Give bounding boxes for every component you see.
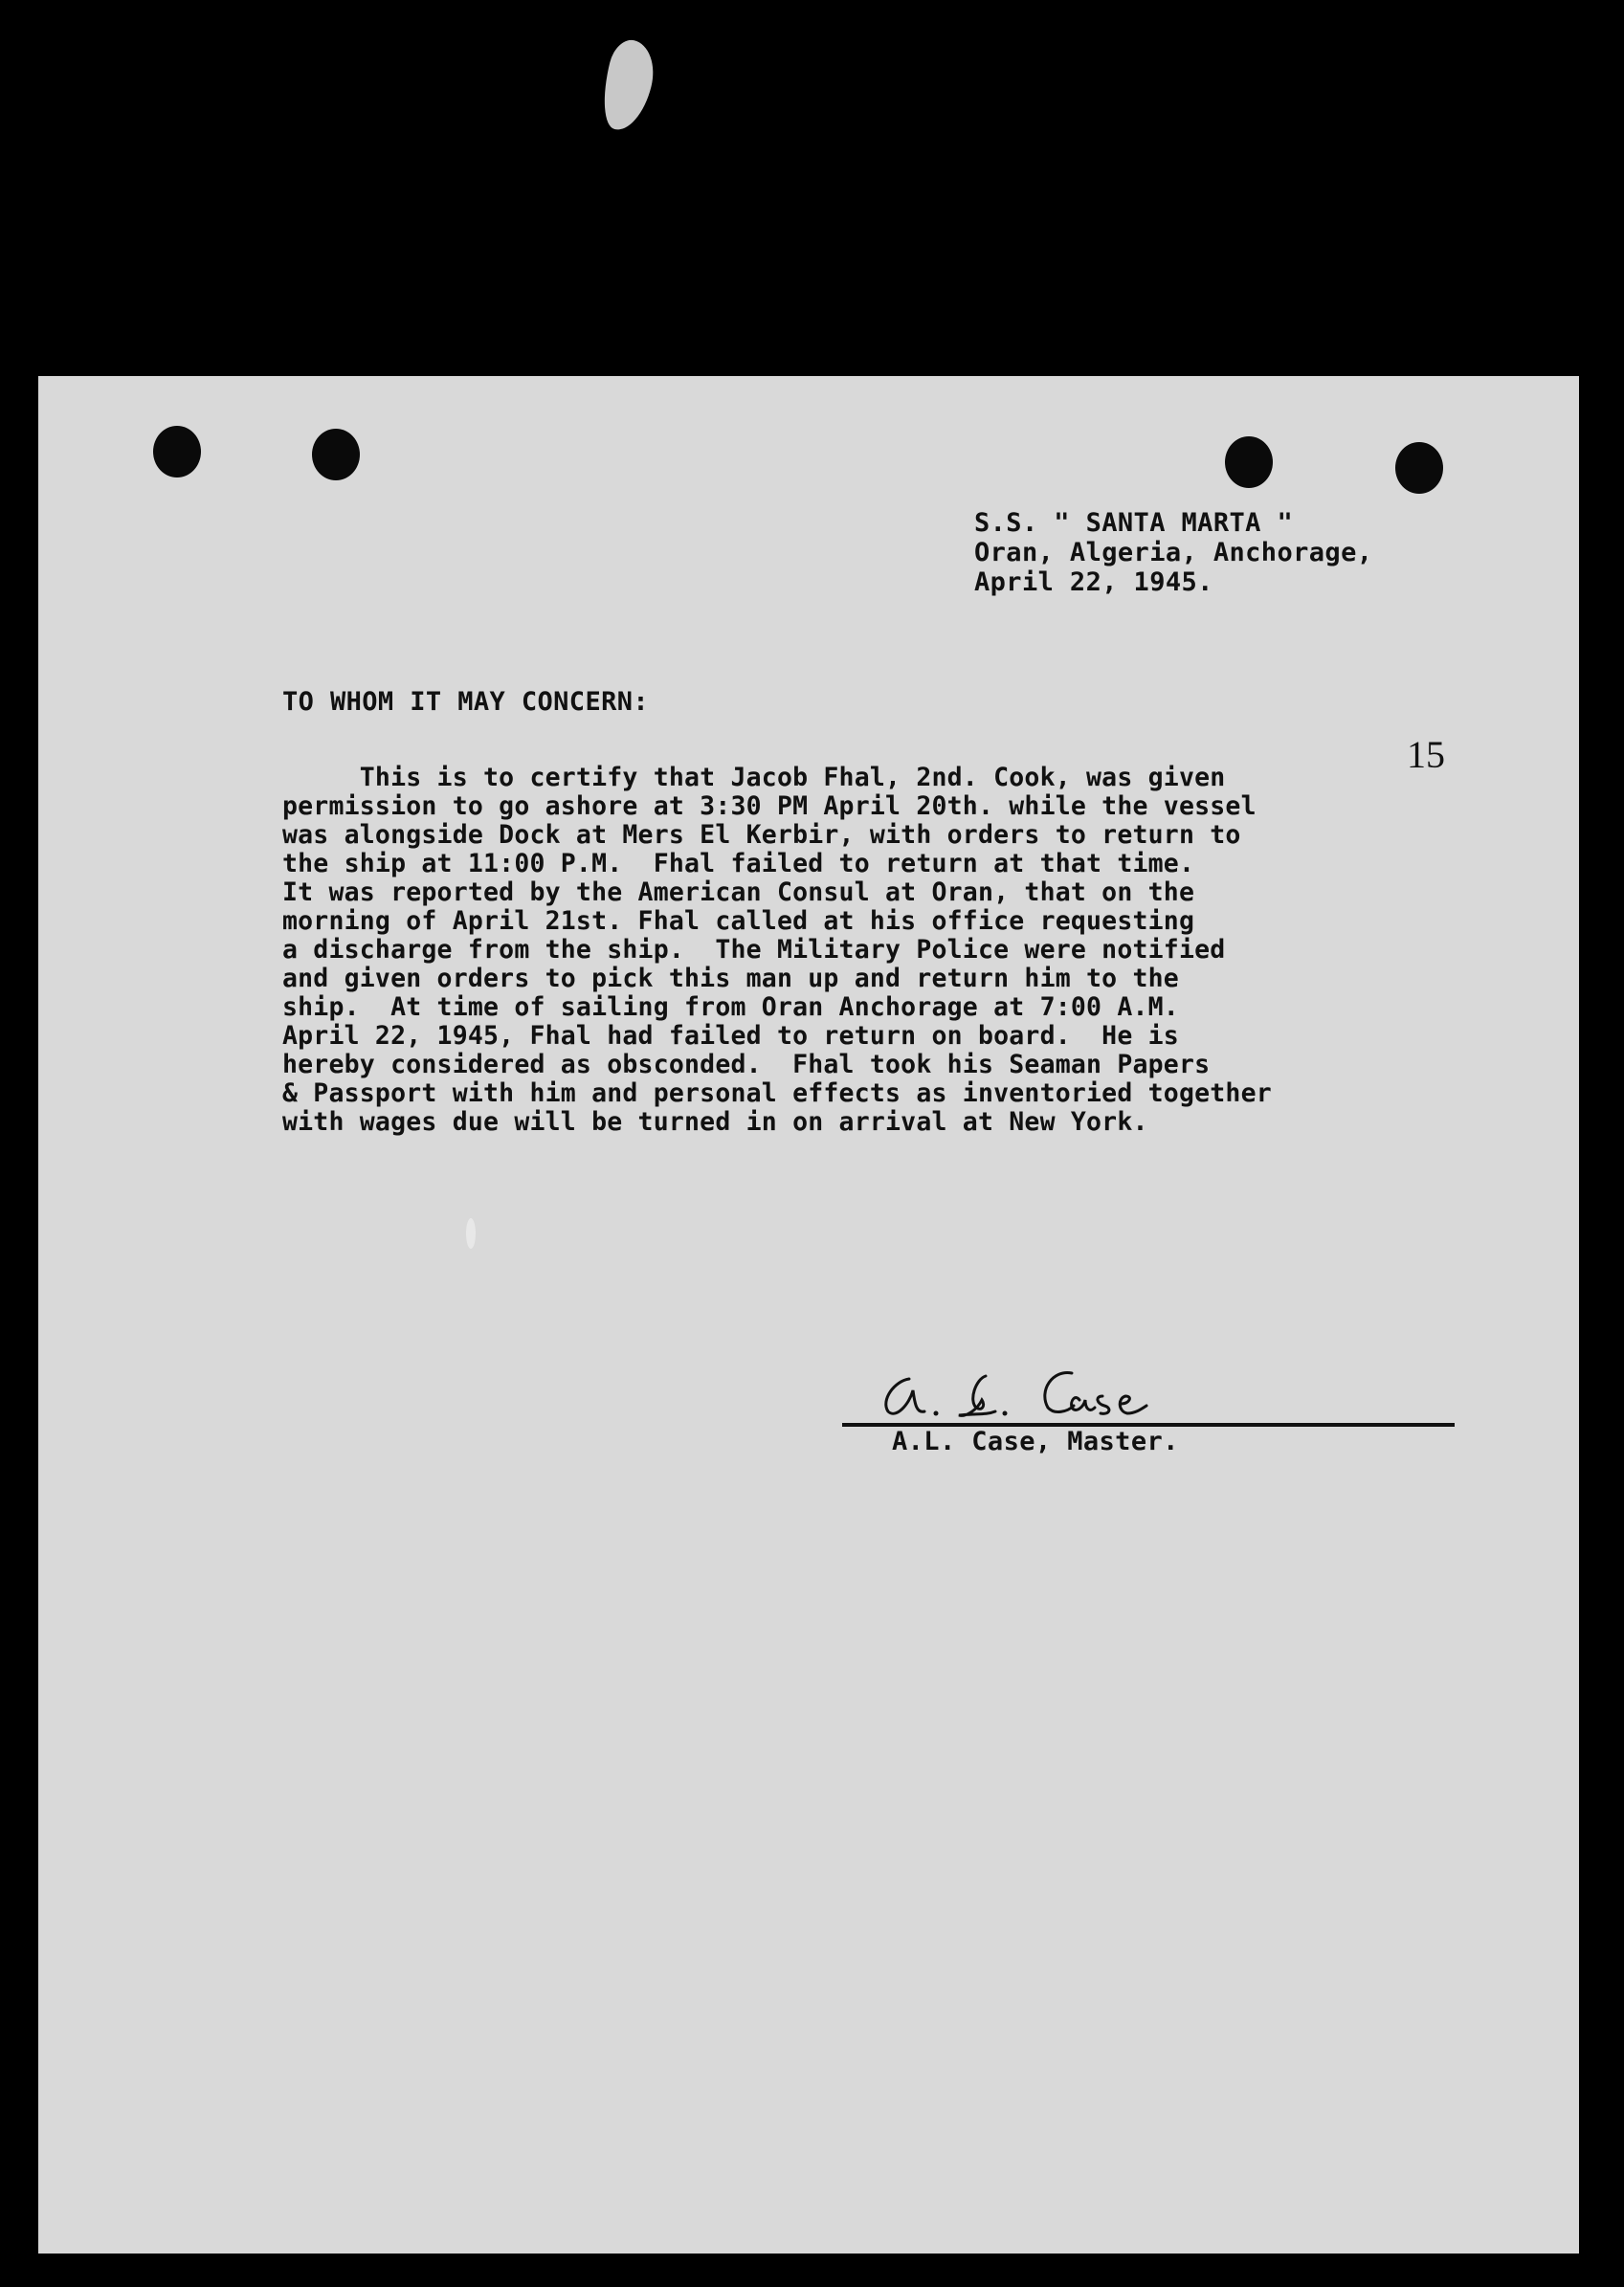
paper-scrap [594,36,661,136]
body-line: and given orders to pick this man up and return him to the [282,964,1179,993]
header-line-date: April 22, 1945. [974,567,1213,597]
body-line: a discharge from the ship. The Military Police were notified [282,935,1226,965]
header-line-location: Oran, Algeria, Anchorage, [974,538,1373,567]
signature-name: A.L. Case, Master. [892,1427,1179,1456]
header-line-ship: S.S. " SANTA MARTA " [974,508,1294,538]
body-line: ship. At time of sailing from Oran Anchorage at 7:00 A.M. [282,992,1179,1022]
punch-hole [153,426,201,477]
body-line: It was reported by the American Consul at Oran, that on the [282,877,1195,907]
body-line: was alongside Dock at Mers El Kerbir, with orders to return to [282,820,1241,850]
punch-hole [1395,442,1443,494]
body-line: hereby considered as obsconded. Fhal took his Seaman Papers [282,1050,1211,1079]
punch-hole [312,429,360,480]
body-line: morning of April 21st. Fhal called at his office requesting [282,906,1195,936]
letter-body [282,764,1272,1137]
paper-blemish [466,1218,476,1249]
page-number: 15 [1407,733,1445,776]
body-line: the ship at 11:00 P.M. Fhal failed to return at that time. [282,849,1195,878]
body-line: April 22, 1945, Fhal had failed to return on board. He is [282,1021,1179,1051]
punch-hole [1225,436,1273,488]
document-page [38,376,1579,2254]
letter-header [974,508,1372,597]
body-line: with wages due will be turned in on arrival at New York. [282,1107,1148,1137]
body-line: This is to certify that Jacob Fhal, 2nd. Cook, was given [282,763,1226,792]
salutation: TO WHOM IT MAY CONCERN: [282,687,650,717]
body-line: & Passport with him and personal effects as inventoried together [282,1078,1272,1108]
body-line: permission to go ashore at 3:30 PM April 20th. while the vessel [282,791,1257,821]
